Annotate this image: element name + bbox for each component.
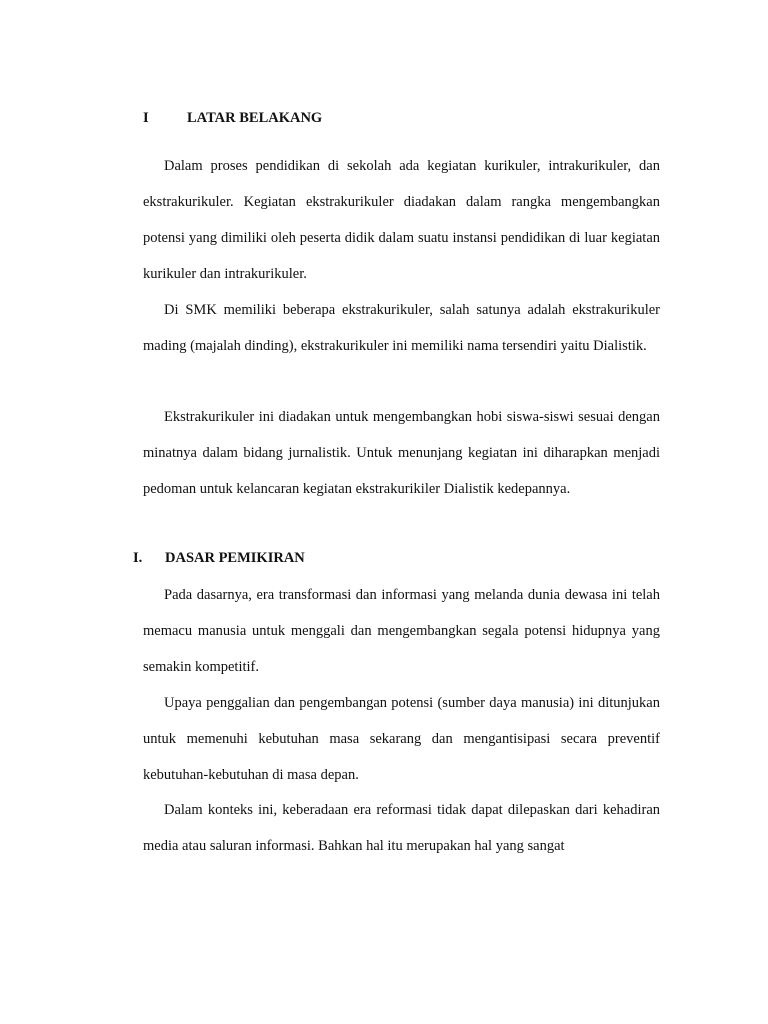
- section-title: DASAR PEMIKIRAN: [165, 550, 305, 566]
- section-heading-dasar-pemikiran: [133, 550, 433, 570]
- paragraph-latar-belakang-1: Dalam proses pendidikan di sekolah ada kegiatan kurikuler, intrakurikuler, dan ekstrakurikuler. Kegiatan ekstrakurikuler diadakan dalam rangka mengembangkan potensi yang dimiliki oleh peserta didik dalam suatu instansi pendidikan di luar kegiatan kurikuler dan intrakurikuler.: [143, 158, 660, 282]
- paragraph-dasar-pemikiran-1: Pada dasarnya, era transformasi dan informasi yang melanda dunia dewasa ini telah memacu manusia untuk menggali dan mengembangkan segala potensi hidupnya yang semakin kompetitif.: [143, 587, 660, 675]
- section-number: I: [143, 110, 149, 126]
- section-title: LATAR BELAKANG: [187, 110, 323, 126]
- section-number: I.: [133, 550, 143, 566]
- paragraph-dasar-pemikiran-2: Upaya penggalian dan pengembangan potensi (sumber daya manusia) ini ditunjukan untuk memenuhi kebutuhan masa sekarang dan mengantisipasi secara preventif kebutuhan-kebutuhan di masa depan.: [143, 695, 660, 783]
- paragraph-dasar-pemikiran-3: Dalam konteks ini, keberadaan era reformasi tidak dapat dilepaskan dari kehadiran media atau saluran informasi. Bahkan hal itu merupakan hal yang sangat: [143, 802, 660, 854]
- paragraph-latar-belakang-3: Ekstrakurikuler ini diadakan untuk mengembangkan hobi siswa-siswi sesuai dengan minatnya dalam bidang jurnalistik. Untuk menunjang kegiatan ini diharapkan menjadi pedoman untuk kelancaran kegiatan ekstrakurikiler Dialistik kedepannya.: [143, 409, 660, 497]
- section-heading-latar-belakang: [143, 110, 443, 130]
- paragraph-latar-belakang-2: Di SMK memiliki beberapa ekstrakurikuler, salah satunya adalah ekstrakurikuler mading (majalah dinding), ekstrakurikuler ini memiliki nama tersendiri yaitu Dialistik.: [143, 302, 660, 354]
